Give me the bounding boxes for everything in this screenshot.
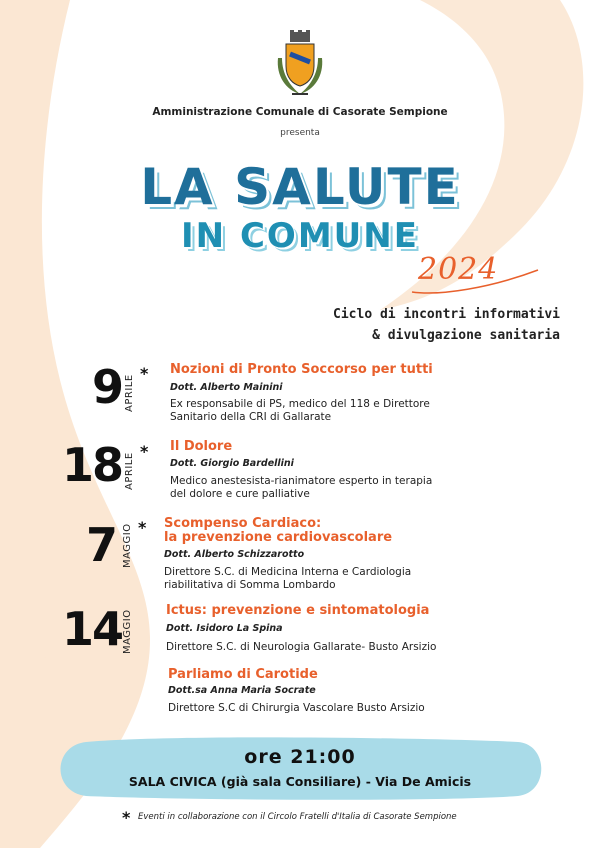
subtitle-line-1: Ciclo di incontri informativi <box>333 307 560 322</box>
event-1-star: * <box>140 364 149 383</box>
event-4b-doctor: Dott.sa Anna Maria Socrate <box>168 685 316 696</box>
event-2-title: Il Dolore <box>170 439 233 454</box>
event-4-desc: Direttore S.C. di Neurologia Gallarate- Busto Arsizio <box>166 641 437 653</box>
event-3-title-2: la prevenzione cardiovascolare <box>164 530 393 545</box>
event-3-doctor: Dott. Alberto Schizzarotto <box>164 549 305 560</box>
title-line-2: IN COMUNE <box>181 216 419 256</box>
event-1-desc-1: Ex responsabile di PS, medico del 118 e Direttore <box>170 398 430 410</box>
event-3-desc-1: Direttore S.C. di Medicina Interna e Cardiologia <box>164 566 412 578</box>
event-time: ore 21:00 <box>244 746 356 768</box>
event-2-doctor: Dott. Giorgio Bardellini <box>170 458 294 469</box>
event-venue: SALA CIVICA (già sala Consiliare) - Via De Amicis <box>128 774 472 789</box>
event-1-doctor: Dott. Alberto Mainini <box>170 382 283 393</box>
event-1-title: Nozioni di Pronto Soccorso per tutti <box>170 362 433 377</box>
subtitle-line-2: & divulgazione sanitaria <box>372 328 560 343</box>
event-2-desc-2: del dolore e cure palliative <box>170 488 310 500</box>
presenta-label: presenta <box>280 128 320 138</box>
event-2-month: APRILE <box>124 452 135 490</box>
footnote-star: * <box>122 808 131 827</box>
title-year: 2024 <box>418 252 499 287</box>
organizer-name: Amministrazione Comunale di Casorate Sempione <box>152 106 448 118</box>
title-line-1: LA SALUTE <box>140 158 460 216</box>
event-3-day: 7 <box>85 518 116 572</box>
event-2-star: * <box>140 442 149 461</box>
event-4b-title: Parliamo di Carotide <box>168 667 318 682</box>
event-3-title-1: Scompenso Cardiaco: <box>164 516 322 531</box>
event-3-desc-2: riabilitativa di Somma Lombardo <box>164 579 336 591</box>
event-1-day: 9 <box>91 360 122 414</box>
event-2-day: 18 <box>62 438 123 492</box>
event-3-star: * <box>138 518 147 537</box>
event-1-desc-2: Sanitario della CRI di Gallarate <box>170 411 332 423</box>
subtitle <box>250 304 560 346</box>
event-2-desc-1: Medico anestesista-rianimatore esperto in terapia <box>170 475 433 487</box>
event-4-day: 14 <box>62 602 123 656</box>
event-1-month: APRILE <box>124 374 135 412</box>
event-4b-desc: Direttore S.C di Chirurgia Vascolare Busto Arsizio <box>168 702 425 714</box>
event-4-month: MAGGIO <box>122 609 133 654</box>
footnote: Eventi in collaborazione con il Circolo Fratelli d'Italia di Casorate Sempione <box>138 812 457 822</box>
event-4-doctor: Dott. Isidoro La Spina <box>166 623 283 634</box>
municipal-crest-icon <box>272 28 328 102</box>
event-3-month: MAGGIO <box>122 523 133 568</box>
event-4-title: Ictus: prevenzione e sintomatologia <box>166 603 430 618</box>
